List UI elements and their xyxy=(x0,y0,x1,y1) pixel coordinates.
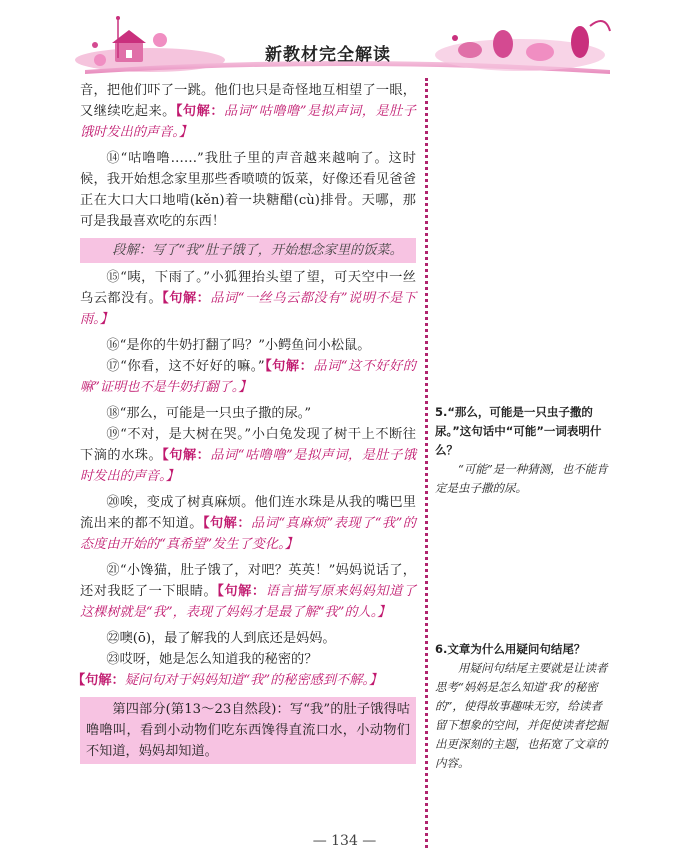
note-label: 【句解： xyxy=(217,584,266,599)
note-label: 【句解： xyxy=(162,448,211,463)
note-text: 品词“真麻烦”表现了“我”的态度由开始的“真希望”发生了变化。】 xyxy=(80,516,416,552)
answer-text: 用疑问句结尾主要就是让读者思考“妈妈是怎么知道‘我’的秘密的”，使得故事趣味无穷，给读者留下想象的空间，并促使读者挖掘出更深刻的主题，也拓宽了文章的内容。 xyxy=(435,661,608,770)
main-column xyxy=(72,80,417,768)
note-label: 【句解： xyxy=(72,673,125,688)
header-title: 新教材完全解读 xyxy=(265,45,391,65)
note-text: 品词“咕噜噜”是拟声词，是肚子饿时发出的声音。】 xyxy=(80,448,417,484)
paragraph-21 xyxy=(80,560,416,623)
paragraph-text: 音，把他们吓了一跳。他们也只是奇怪地互相望了一眼，又继续吃起来。 xyxy=(80,83,416,119)
note-label: 【句解： xyxy=(264,359,314,374)
note-label: 【句解： xyxy=(202,516,251,531)
question-text: 5.“那么，可能是一只虫子撒的尿。”这句话中“可能”一词表明什么？ xyxy=(435,405,602,457)
part-summary-box xyxy=(80,697,416,764)
note-label: 【句解： xyxy=(175,104,225,119)
paragraph-13-end xyxy=(80,80,416,143)
note-text: 品词“一丝乌云都没有”说明不是下雨。】 xyxy=(80,291,417,327)
side-question-5 xyxy=(435,403,613,498)
note-label: 【句解： xyxy=(162,291,211,306)
part-summary: 第四部分(第13～23自然段)：写“我”的肚子饿得咕噜噜叫，看到小动物们吃东西馋得直流口水，小动物们不知道，妈妈却知道。 xyxy=(86,702,410,759)
paragraph-16: ⑯“是你的牛奶打翻了吗？”小鳄鱼问小松鼠。 xyxy=(106,338,371,353)
page-number: — 134 — xyxy=(312,833,377,849)
paragraph-22: ㉒噢(ō)，最了解我的人到底还是妈妈。 xyxy=(106,631,336,646)
paragraph-text: ㉑“小馋猫，肚子饿了，对吧？英英！”妈妈说话了，还对我眨了一下眼睛。 xyxy=(80,563,416,599)
paragraph-23: ㉓哎呀，她是怎么知道我的秘密的？ xyxy=(106,652,318,667)
paragraph-summary: 段解：写了“我”肚子饿了，开始想念家里的饭菜。 xyxy=(112,243,403,258)
paragraph-14: ⑭“咕噜噜……”我肚子里的声音越来越响了。这时候，我开始想念家里那些香喷喷的饭菜，好像还看见爸爸正在大口大口地啃(kěn)着一块糖醋(cù)排骨。天哪，那可是我最喜欢吃的东西！ xyxy=(80,151,416,229)
paragraph-text: ⑰“你看，这不好好的嘛。” xyxy=(106,359,265,374)
note-text: 疑问句对于妈妈知道“我”的秘密感到不解。】 xyxy=(124,673,383,688)
paragraph-15 xyxy=(80,267,416,330)
paragraph-18: ⑱“那么，可能是一只虫子撒的尿。” xyxy=(106,406,312,421)
paragraph-text: ⑳唉，变成了树真麻烦。他们连水珠是从我的嘴巴里流出来的都不知道。 xyxy=(80,495,416,531)
column-divider xyxy=(425,78,428,848)
paragraph-summary-box xyxy=(80,238,416,263)
note-text: 语言描写原来妈妈知道了这棵树就是“我”，表现了妈妈才是最了解“我”的人。】 xyxy=(80,584,417,620)
paragraph-20 xyxy=(80,492,416,555)
sentence-note xyxy=(72,670,416,691)
question-text: 6.文章为什么用疑问句结尾？ xyxy=(435,642,586,656)
answer-text: “可能”是一种猜测，也不能肯定是虫子撒的尿。 xyxy=(435,462,608,495)
paragraph-text: ⑮“咦，下雨了。”小狐狸抬头望了望，可天空中一丝乌云都没有。 xyxy=(80,270,416,306)
side-question-6 xyxy=(435,640,613,773)
note-text: 品词“咕噜噜”是拟声词，是肚子饿时发出的声音。】 xyxy=(80,104,416,140)
page-header xyxy=(0,0,689,78)
paragraph-text: ⑲“不对，是大树在哭。”小白兔发现了树干上不断往下滴的水珠。 xyxy=(80,427,416,463)
header-decoration xyxy=(0,0,689,78)
paragraph-19 xyxy=(80,424,416,487)
paragraph-17 xyxy=(80,356,416,398)
note-text: 品词“这不好好的嘛”证明也不是牛奶打翻了。】 xyxy=(80,359,416,395)
